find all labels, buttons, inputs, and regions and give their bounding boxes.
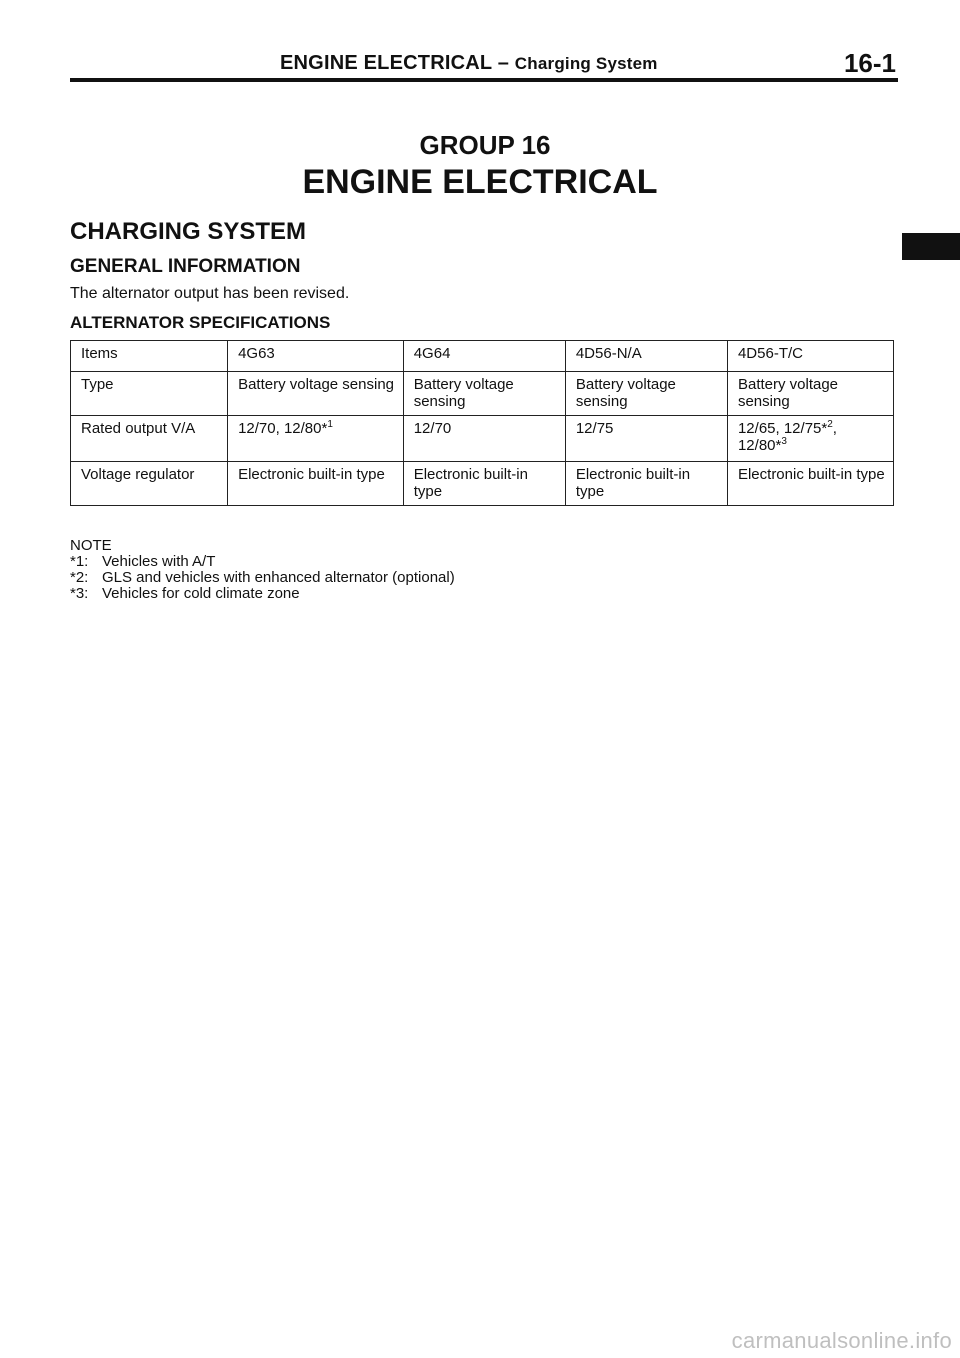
table-row xyxy=(71,462,894,506)
group-title: ENGINE ELECTRICAL xyxy=(302,163,658,201)
note-text: Vehicles for cold climate zone xyxy=(102,585,300,602)
page-number: 16-1 xyxy=(843,48,896,78)
table-cell: 12/70, 12/80*$^1$ xyxy=(228,416,404,462)
column-header: Items xyxy=(71,341,228,372)
note-text: GLS and vehicles with enhanced alternator (optional) xyxy=(102,569,455,586)
notes-heading: NOTE xyxy=(70,537,112,554)
table-row xyxy=(71,416,894,462)
note-item xyxy=(70,570,455,586)
watermark: carmanualsonline.info xyxy=(731,1328,952,1353)
table-cell: Electronic built-in type xyxy=(565,462,727,506)
table-cell: Electronic built-in type xyxy=(228,462,404,506)
note-marker: *1: xyxy=(70,553,89,570)
alternator-specifications-table xyxy=(70,340,894,506)
section-title: CHARGING SYSTEM xyxy=(70,218,307,245)
general-information-heading: GENERAL INFORMATION xyxy=(70,256,301,277)
table-cell: 12/75 xyxy=(565,416,727,462)
header-separator: – xyxy=(497,52,510,74)
header-section: ENGINE ELECTRICAL xyxy=(280,52,492,74)
note-item xyxy=(70,586,455,602)
table-header-row xyxy=(71,341,894,372)
specifications-heading: ALTERNATOR SPECIFICATIONS xyxy=(70,313,331,332)
table-cell: Battery voltage sensing xyxy=(228,372,404,416)
table-cell: Electronic built-in type xyxy=(727,462,893,506)
header-subsection: Charging System xyxy=(514,54,658,73)
row-label: Type xyxy=(71,372,228,416)
footnote-ref: 2 xyxy=(827,419,833,430)
table-cell: 12/65, 12/75*$^2$, 12/80*$^3$ xyxy=(727,416,893,462)
table-row xyxy=(71,372,894,416)
page-header xyxy=(70,44,898,82)
table-cell: Battery voltage sensing xyxy=(727,372,893,416)
column-header: 4G64 xyxy=(403,341,565,372)
row-label: Rated output V/A xyxy=(71,416,228,462)
column-header: 4D56-T/C xyxy=(727,341,893,372)
section-tab-marker xyxy=(902,233,960,260)
group-number: GROUP 16 xyxy=(419,130,551,160)
table-cell: Battery voltage sensing xyxy=(565,372,727,416)
row-label: Voltage regulator xyxy=(71,462,228,506)
general-information-text: The alternator output has been revised. xyxy=(70,285,350,302)
note-item xyxy=(70,554,455,570)
table-cell: Battery voltage sensing xyxy=(403,372,565,416)
column-header: 4G63 xyxy=(228,341,404,372)
table-cell: Electronic built-in type xyxy=(403,462,565,506)
notes-block xyxy=(70,538,455,602)
table-cell: 12/70 xyxy=(403,416,565,462)
column-header: 4D56-N/A xyxy=(565,341,727,372)
footnote-ref: 1 xyxy=(327,419,333,430)
note-marker: *3: xyxy=(70,585,89,602)
footnote-ref: 3 xyxy=(781,436,787,447)
header-title xyxy=(280,52,658,75)
note-text: Vehicles with A/T xyxy=(102,553,216,570)
note-marker: *2: xyxy=(70,569,89,586)
